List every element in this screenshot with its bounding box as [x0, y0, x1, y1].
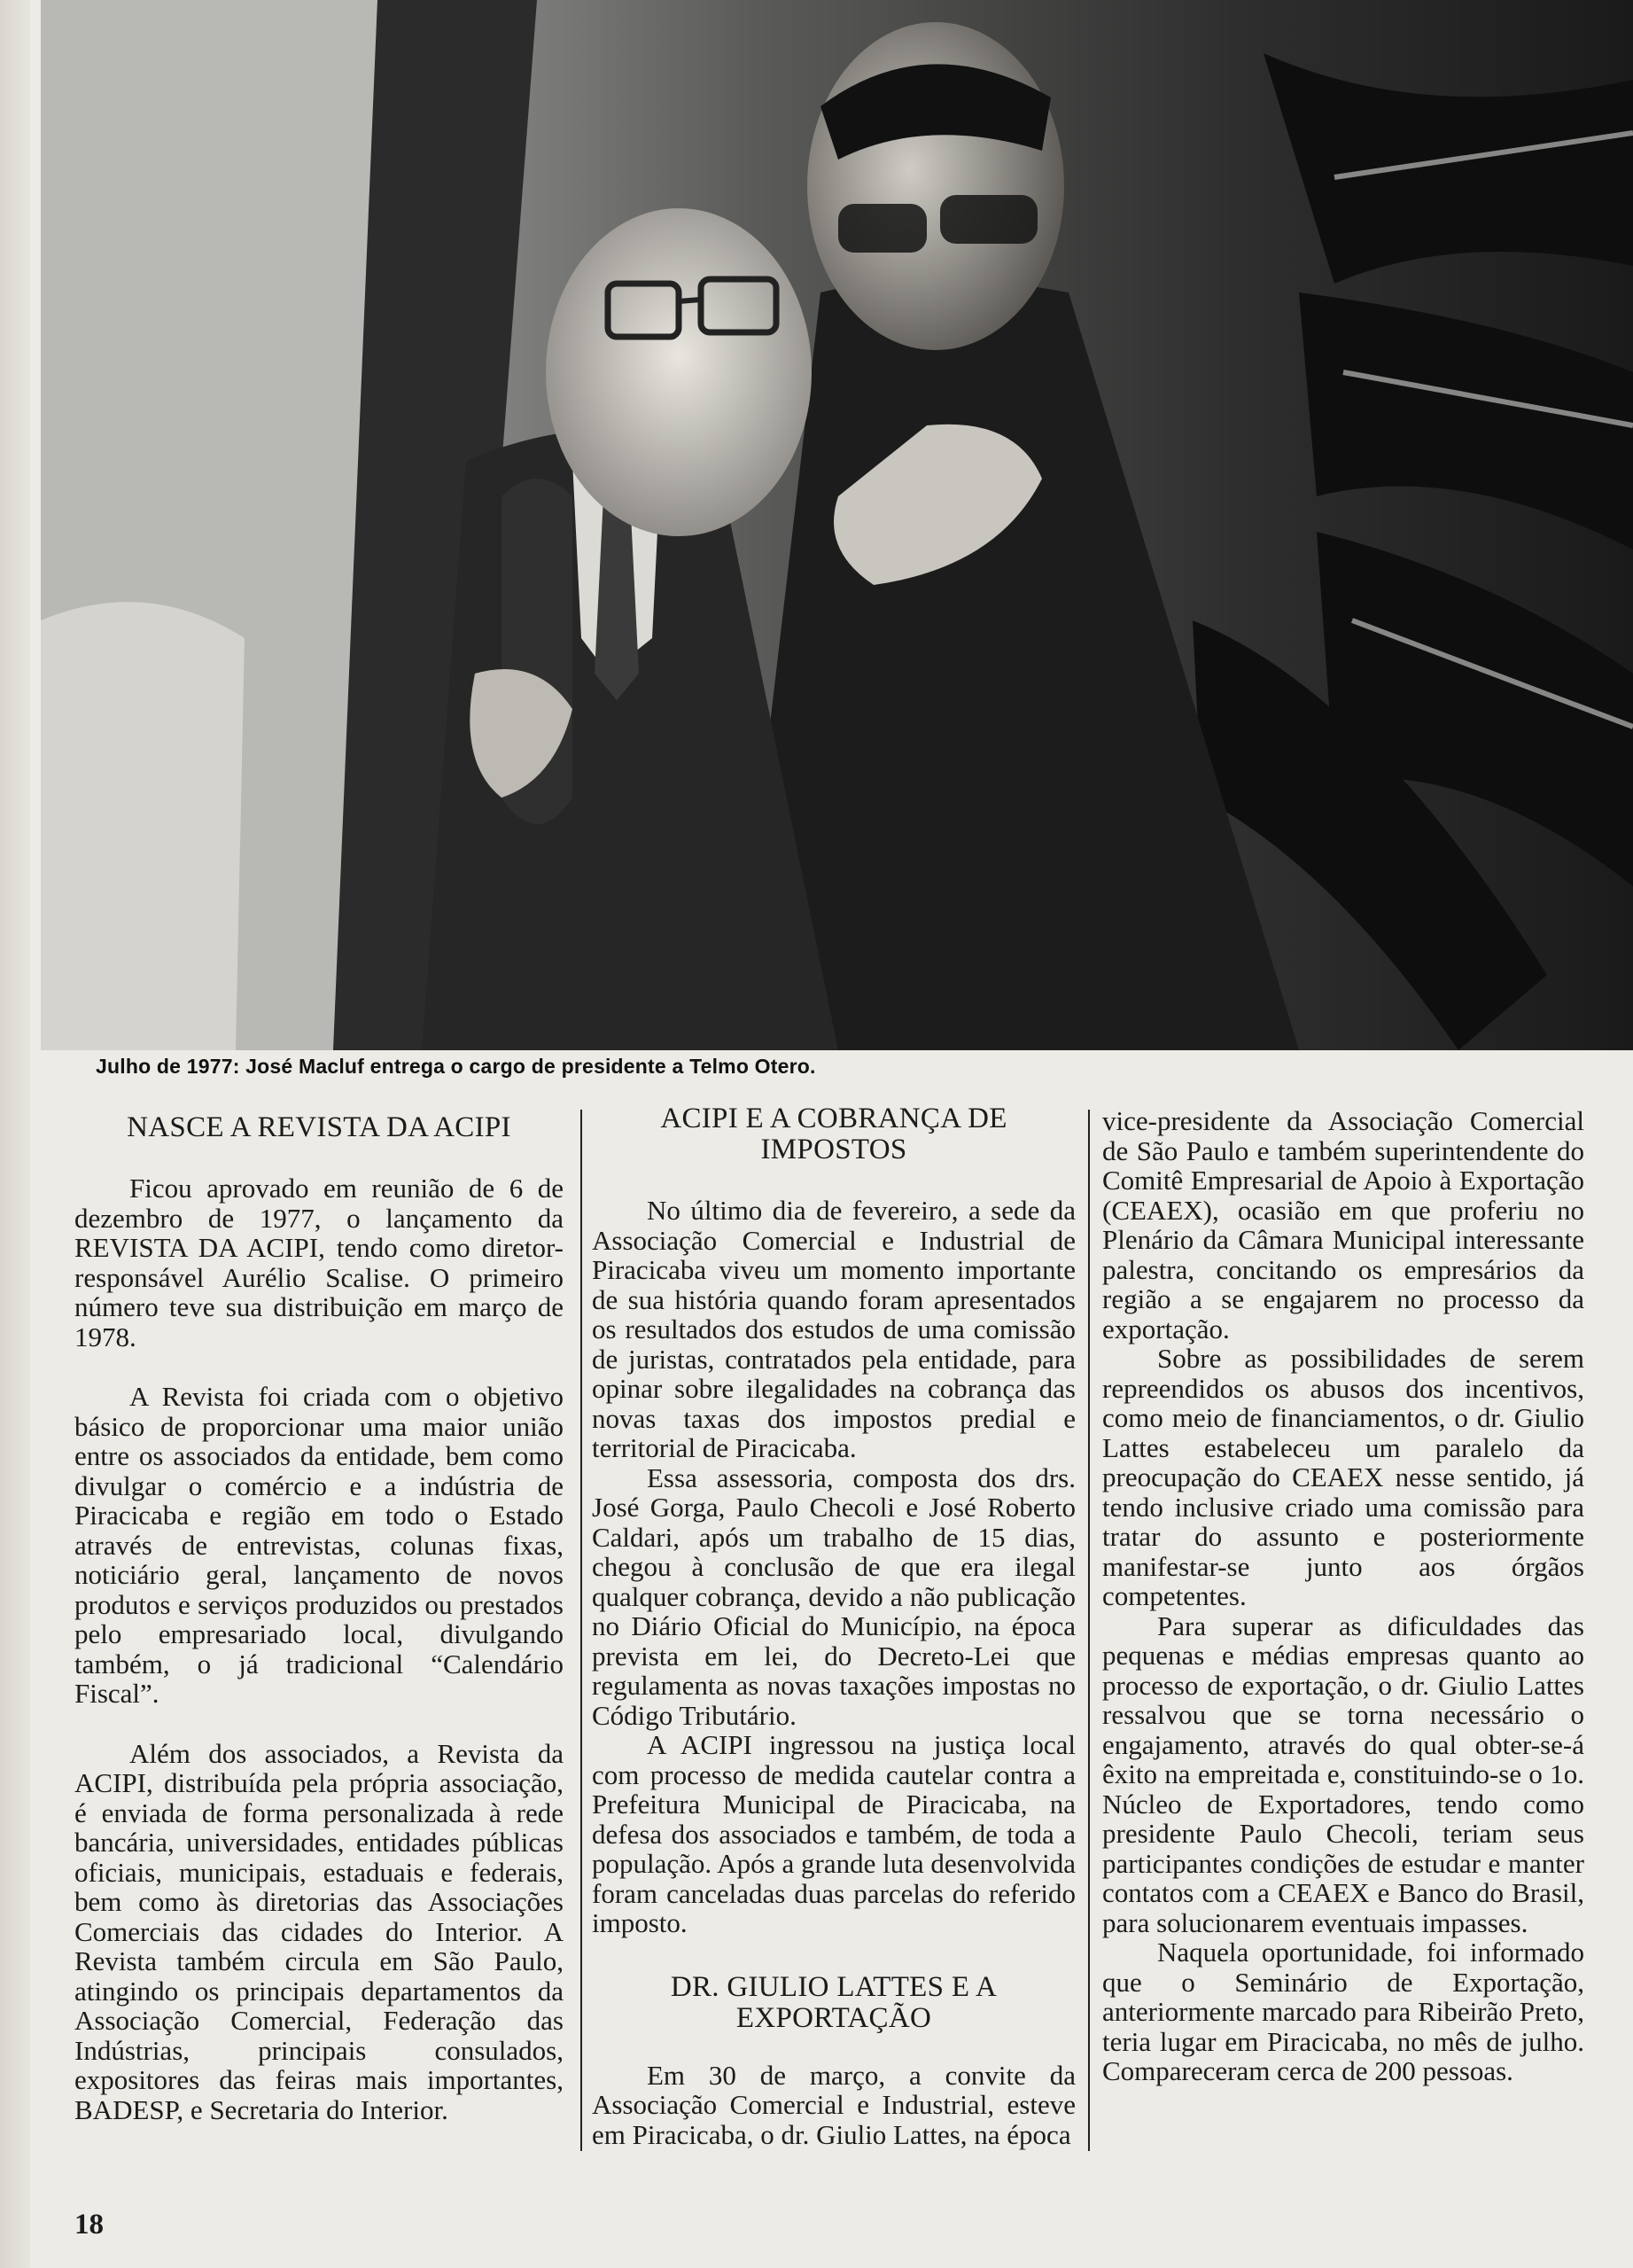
article-column-1 [74, 1112, 564, 2124]
embrace-photo [41, 0, 1633, 1050]
article-headline: ACIPI E A COBRANÇA DE IMPOSTOS [660, 1103, 1007, 1165]
paragraph: No último dia de fevereiro, a sede da Associação Comercial e Industrial de Piracicaba viveu um momento importante de sua história quando foram apresentados os resultados dos estudos de uma comissão de juristas, contratados pela entidade, para opinar sobre ilegalidades na cobrança das novas taxas dos impostos predial e territorial de Piracicaba. [592, 1195, 1076, 1463]
photo-caption: Julho de 1977: José Macluf entrega o cargo de presidente a Telmo Otero. [96, 1055, 816, 1078]
column-divider [580, 1110, 582, 2151]
paragraph: vice-presidente da Associação Comercial de São Paulo e também superintendente do Comitê Empresarial de Apoio à Exportação (CEAEX), ocasião em que proferiu no Plenário da Câmara Municipal interessante palestra, concitando os empresários da região a se engajarem no processo da exportação. [1102, 1105, 1584, 1344]
paragraph: Ficou aprovado em reunião de 6 de dezembro de 1977, o lançamento da REVISTA DA ACIPI, tendo como diretor-responsável Aurélio Scalise. O primeiro número teve sua distribuição em março de 1978. [74, 1173, 564, 1352]
paragraph: Além dos associados, a Revista da ACIPI, distribuída pela própria associação, é enviada de forma personalizada à rede bancária, universidades, entidades públicas oficiais, municipais, estaduais e federais, bem como às diretorias das Associações Comerciais das cidades do Interior. A Revista também circula em São Paulo, atingindo os principais departamentos da Associação Comercial, Federação das Indústrias, principais consulados, expositores das feiras mais importantes, BADESP, e Secretaria do Interior. [74, 1737, 564, 2125]
paragraph: A Revista foi criada com o objetivo básico de proporcionar uma maior união entre os associados da entidade, bem como divulgar o comércio e a indústria de Piracicaba e região em todo o Estado através de entrevistas, colunas fixas, noticiário geral, lançamento de novos produtos e serviços produzidos ou prestados pelo empresariado local, divulgando também, o já tradicional “Calendário Fiscal”. [74, 1381, 564, 1709]
paragraph: Para superar as dificuldades das pequenas e médias empresas quanto ao processo de exportação, o dr. Giulio Lattes ressalvou que se torna necessário o engajamento, através do qual obter-se-á êxito na empreitada e, constituindo-se o 1o. Núcleo de Exportadores, tendo como presidente Paulo Checoli, teriam seus participantes condições de estudar e manter contatos com a CEAEX e Banco do Brasil, para solucionarem eventuais impasses. [1102, 1609, 1584, 1938]
article-column-3 [1102, 1106, 1584, 2086]
paragraph: Em 30 de março, a convite da Associação Comercial e Industrial, esteve em Piracicaba, o dr. Giulio Lattes, na época [592, 2059, 1076, 2150]
page-edge [0, 0, 30, 2268]
page-number: 18 [74, 2209, 104, 2241]
paragraph: Naquela oportunidade, foi informado que o Seminário de Exportação, anteriormente marcado para Ribeirão Preto, teria lugar em Piracicaba, no mês de julho. Compareceram cerca de 200 pessoas. [1102, 1937, 1584, 2086]
article-headline: DR. GIULIO LATTES E A EXPORTAÇÃO [670, 1970, 998, 2034]
paragraph: A ACIPI ingressou na justiça local com processo de medida cautelar contra a Prefeitura Municipal de Piracicaba, na defesa dos associados e também, de toda a população. Após a grande luta desenvolvida foram canceladas duas parcelas do referido imposto. [592, 1729, 1076, 1938]
column-divider [1088, 1110, 1090, 2151]
paragraph: Essa assessoria, composta dos drs. José Gorga, Paulo Checoli e José Roberto Caldari, após um trabalho de 15 dias, chegou à conclusão de que era ilegal qualquer cobrança, devido a não publicação no Diário Oficial do Município, na época prevista em lei, do Decreto-Lei que regulamenta as novas taxações impostas no Código Tributário. [592, 1461, 1076, 1731]
article-column-2 [592, 1103, 1076, 2149]
paragraph: Sobre as possibilidades de serem repreendidos os abusos dos incentivos, como meio de financiamentos, o dr. Giulio Lattes estabeleceu um paralelo da preocupação do CEAEX nesse sentido, já tendo inclusive criado uma comissão para tratar do assunto e posteriormente manifestar-se junto aos órgãos competentes. [1102, 1343, 1584, 1611]
article-headline: NASCE A REVISTA DA ACIPI [127, 1111, 511, 1143]
